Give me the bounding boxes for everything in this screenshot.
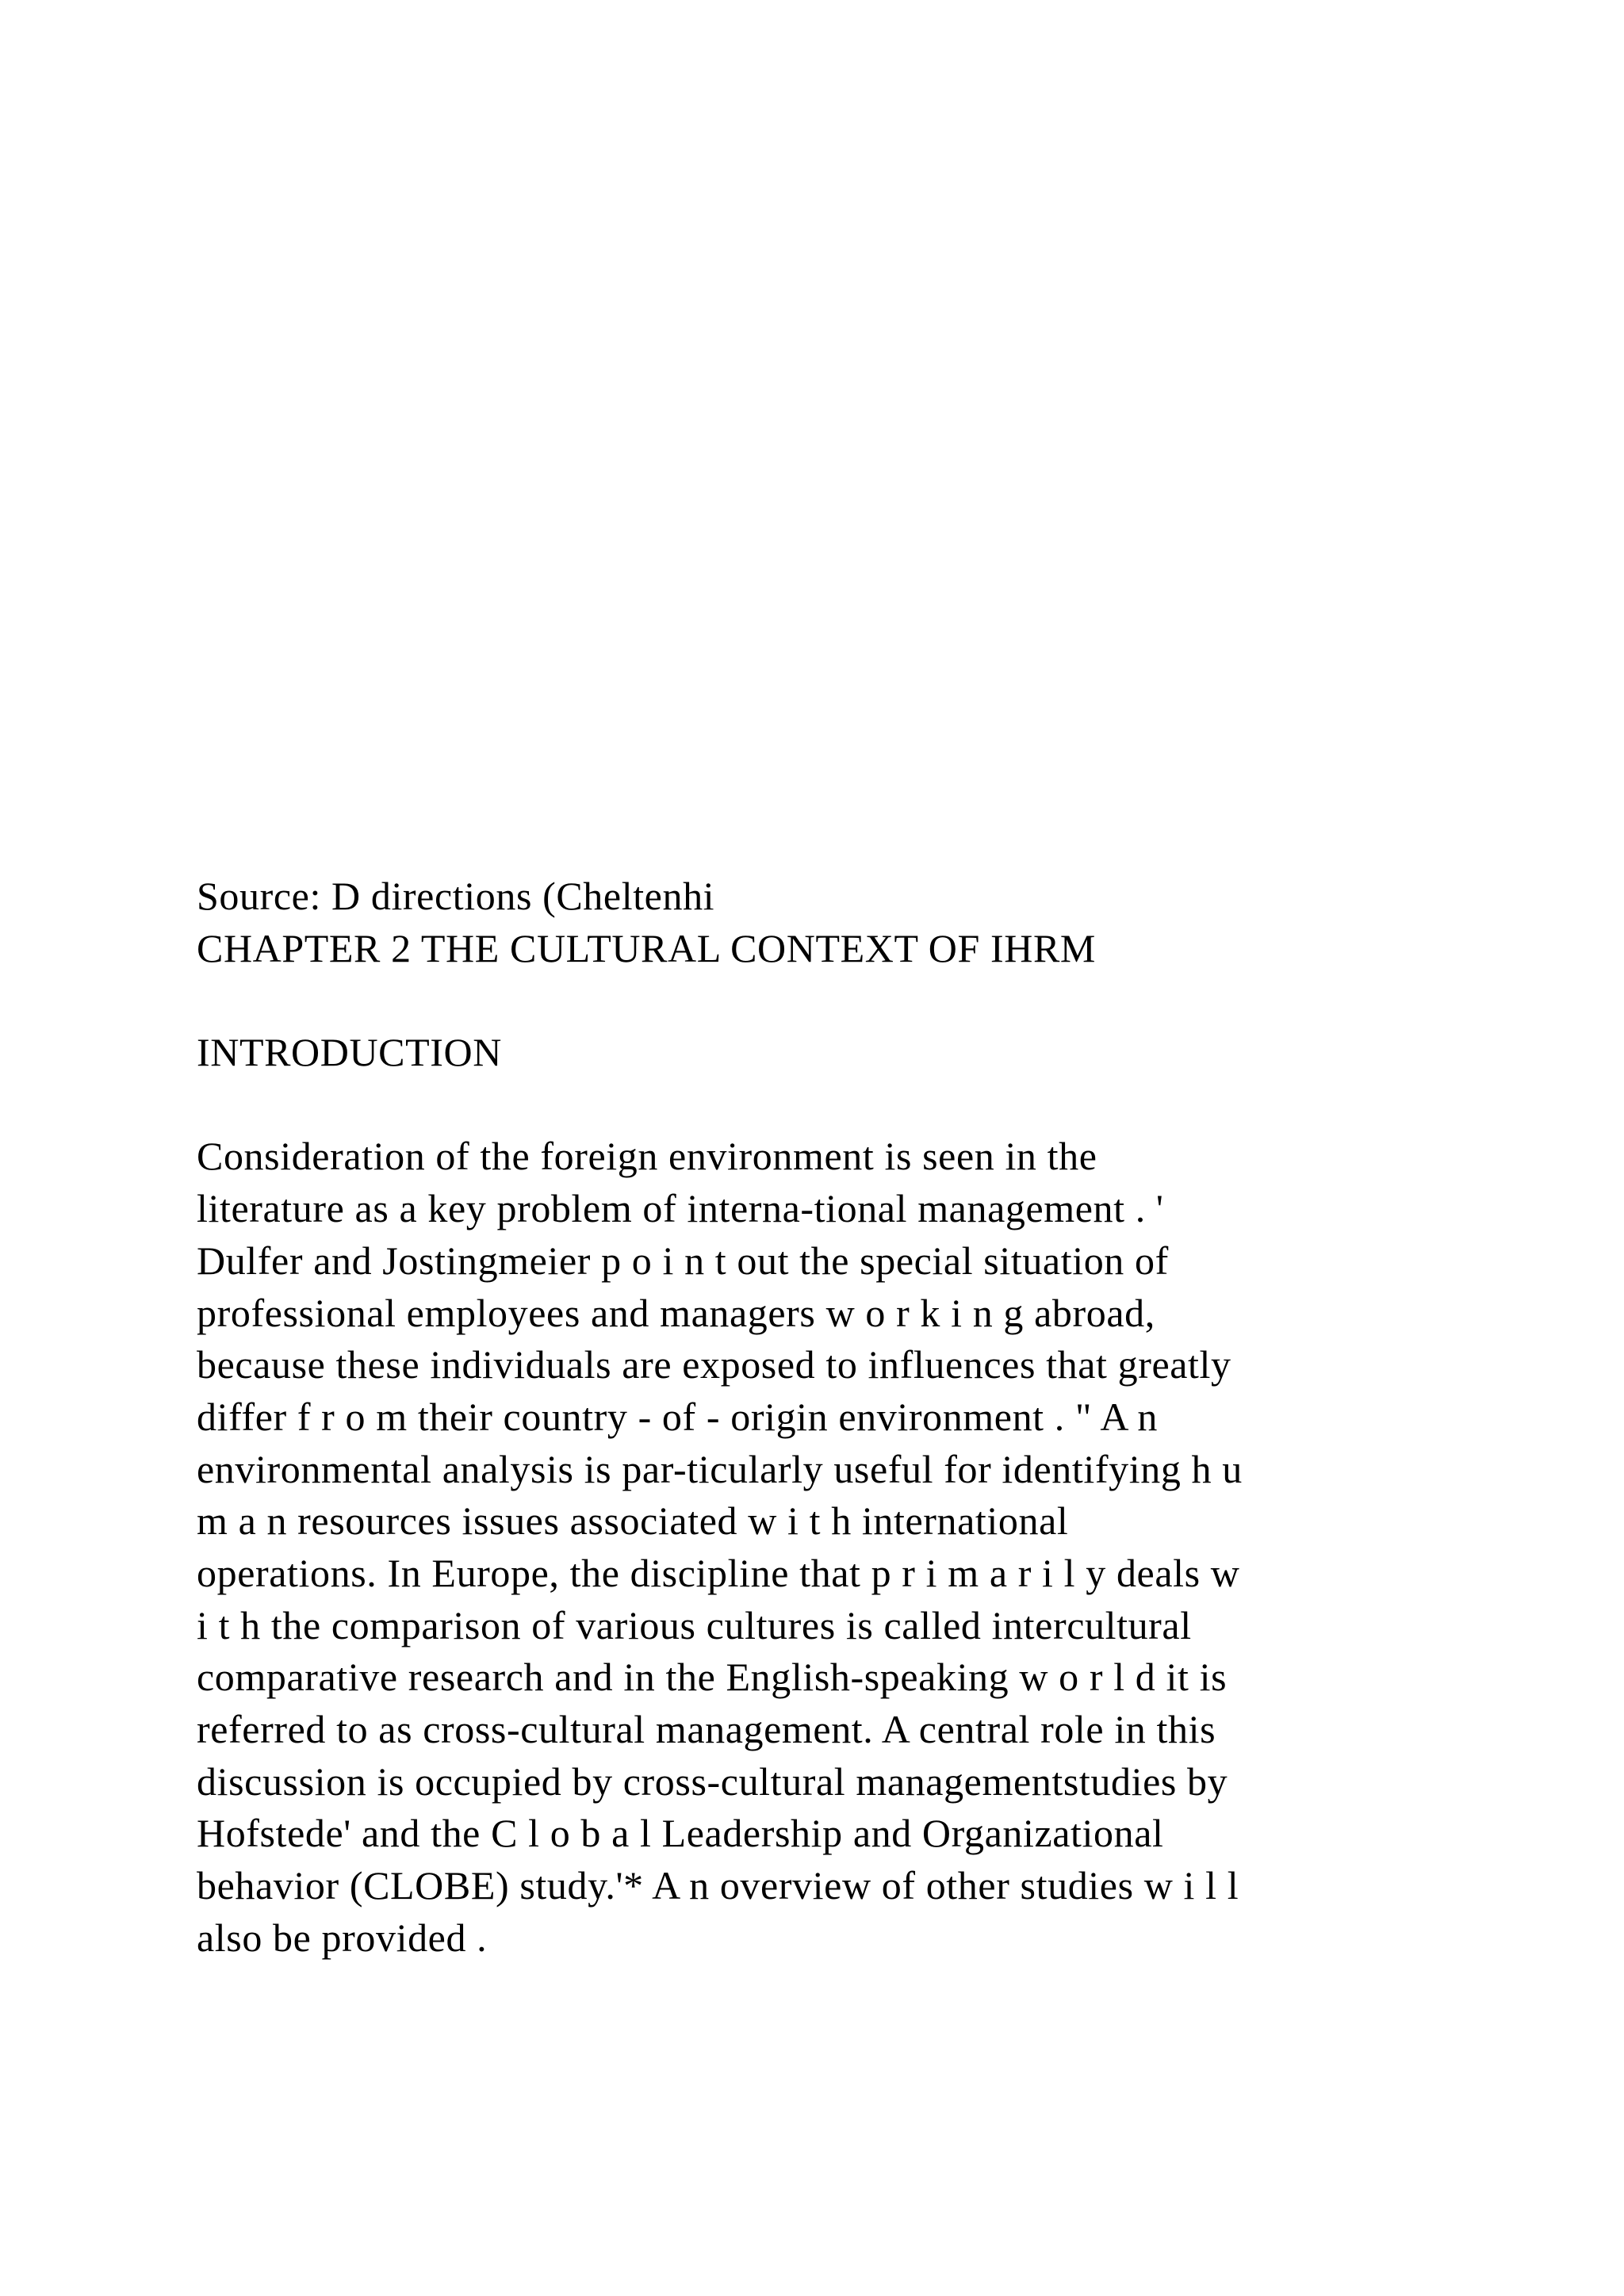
paragraph-line: Hofstede' and the C l o b a l Leadership and Organizational (197, 1811, 1164, 1856)
paragraph (197, 1131, 1505, 1964)
document-text (197, 871, 1505, 1964)
paragraph-line: literature as a key problem of interna-tional management . ' (197, 1186, 1164, 1231)
paragraph-line: discussion is occupied by cross-cultural managementstudies by (197, 1758, 1228, 1804)
paragraph-line: behavior (CLOBE) study.'* A n overview of other studies w i l l (197, 1863, 1239, 1908)
paragraph-line: m a n resources issues associated w i t h international (197, 1498, 1069, 1544)
paragraph-line: Dulfer and Jostingmeier p o i n t out the special situation of (197, 1238, 1169, 1283)
paragraph-line: referred to as cross-cultural management. A central role in this (197, 1707, 1216, 1751)
chapter-heading: CHAPTER 2 THE CULTURAL CONTEXT OF IHRM (197, 925, 1096, 970)
blank-line (197, 974, 1505, 1027)
paragraph-line: Consideration of the foreign environment is seen in the (197, 1134, 1097, 1179)
section-heading: INTRODUCTION (197, 1030, 502, 1075)
paragraph-line: differ f r o m their country - of - origin environment . " A n (197, 1394, 1158, 1439)
paragraph-line: i t h the comparison of various cultures is called intercultural (197, 1602, 1192, 1647)
paragraph-line: operations. In Europe, the discipline that p r i m a r i l y deals w (197, 1550, 1240, 1595)
paragraph-line: because these individuals are exposed to influences that greatly (197, 1342, 1231, 1387)
blank-line (197, 1079, 1505, 1131)
paragraph-line: comparative research and in the English-speaking w o r l d it is (197, 1655, 1228, 1700)
paragraph-line: environmental analysis is par-ticularly useful for identifying h u (197, 1446, 1243, 1491)
source-line: Source: D directions (Cheltenhi (197, 874, 715, 918)
paragraph-line: also be provided . (197, 1915, 488, 1960)
paragraph-line: professional employees and managers w o r k i n g abroad, (197, 1290, 1155, 1335)
